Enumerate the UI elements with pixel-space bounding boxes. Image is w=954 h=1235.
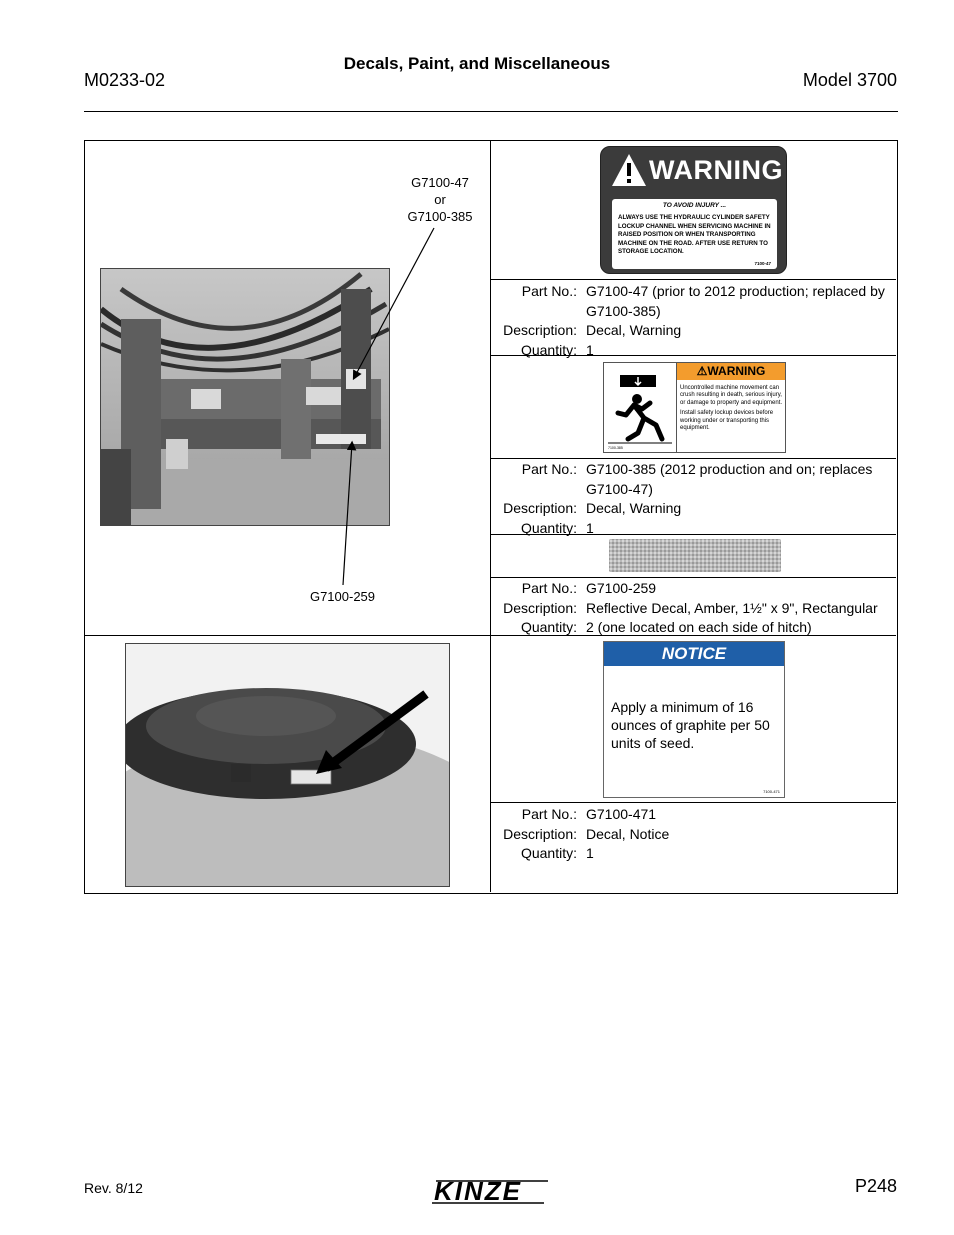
hopper-lid-photo xyxy=(125,643,450,887)
warning-decal-image xyxy=(603,362,786,453)
quantity-value: 2 (one located on each side of hitch) xyxy=(586,619,812,635)
notice-decal-image xyxy=(603,641,785,798)
revision-label: Rev. 8/12 xyxy=(84,1180,143,1196)
decal-code: 7100-385 xyxy=(608,446,623,450)
document-id: M0233-02 xyxy=(84,70,166,90)
reflective-decal-image xyxy=(609,539,781,572)
callout-part-number: G7100-385 xyxy=(407,209,473,224)
decal-body: Apply a minimum of 16 ounces of graphite per 50 units of seed. xyxy=(611,699,770,751)
callout-reflective-decal: G7100-259 xyxy=(309,589,376,604)
description-value: Reflective Decal, Amber, 1½" x 9", Rectangular xyxy=(586,599,878,616)
description-value: Decal, Warning xyxy=(586,500,682,516)
kinze-logo-icon xyxy=(430,1176,552,1206)
decal-title: NOTICE xyxy=(604,642,784,666)
page-number: P248 xyxy=(854,1176,897,1196)
part-no-value: G7100-47 (prior to 2012 production; replaced by G7100-385) xyxy=(586,283,885,319)
part-no-value: G7100-259 xyxy=(586,580,657,596)
callout-part-number: G7100-47 xyxy=(411,175,469,190)
section-title: Decals, Paint, and Miscellaneous xyxy=(343,54,611,73)
item-info xyxy=(496,282,894,360)
crush-hazard-icon xyxy=(604,363,676,452)
item-info xyxy=(496,579,894,638)
decal-text xyxy=(680,385,784,435)
part-no-value: G7100-471 xyxy=(586,806,657,822)
decal-code: 7100-47 xyxy=(754,261,771,266)
decal-paragraph: Install safety lockup devices before working under or transporting this equipment. xyxy=(680,410,774,432)
decal-code: 7100-471 xyxy=(763,789,780,794)
description-value: Decal, Warning xyxy=(586,322,682,338)
quantity-label: Quantity: xyxy=(520,845,577,861)
quantity-value: 1 xyxy=(586,341,594,358)
warning-triangle-icon: ⚠ xyxy=(696,364,708,378)
quantity-label: Quantity: xyxy=(520,341,577,358)
quantity-value: 1 xyxy=(586,845,594,861)
model-label: Model 3700 xyxy=(802,70,897,90)
decal-subtitle: TO AVOID INJURY ... xyxy=(662,202,727,209)
crush-hazard-pictogram xyxy=(604,363,677,452)
part-no-label: Part No.: xyxy=(521,283,577,299)
warning-triangle-icon xyxy=(611,153,647,187)
decal-paragraph: Uncontrolled machine movement can crush resulting in death, serious injury, or damage to property and equipment. xyxy=(680,385,783,406)
logo-wordmark: KINZE xyxy=(434,1176,522,1206)
description-value: Decal, Notice xyxy=(586,825,670,842)
decal-panel xyxy=(612,199,777,269)
kinze-logo xyxy=(430,1176,552,1206)
item-info xyxy=(496,805,894,864)
decal-title: WARNING xyxy=(649,155,783,185)
description-label: Description: xyxy=(503,322,577,338)
callout-or: or xyxy=(434,192,446,207)
description-label: Description: xyxy=(503,599,577,616)
decal-title: WARNING xyxy=(707,364,766,378)
quantity-value: 1 xyxy=(586,519,594,536)
quantity-label: Quantity: xyxy=(520,519,577,536)
warning-decal-image xyxy=(600,146,787,274)
decal-body: ALWAYS USE THE HYDRAULIC CYLINDER SAFETY LOCKUP CHANNEL WHEN SERVICING MACHINE IN RAISED POSITION OR WHEN TRANSPORTING MACHINE ON THE ROAD. AFTER USE RETURN TO STORAGE LOCATION. xyxy=(618,214,771,256)
item-info xyxy=(496,460,894,538)
description-label: Description: xyxy=(503,500,577,516)
decal-header xyxy=(677,363,785,380)
part-no-label: Part No.: xyxy=(521,461,577,477)
quantity-label: Quantity: xyxy=(520,619,577,635)
part-no-label: Part No.: xyxy=(521,806,577,822)
part-no-label: Part No.: xyxy=(521,580,577,596)
description-label: Description: xyxy=(503,825,577,842)
part-no-value: G7100-385 (2012 production and on; replaces G7100-47) xyxy=(586,461,873,497)
